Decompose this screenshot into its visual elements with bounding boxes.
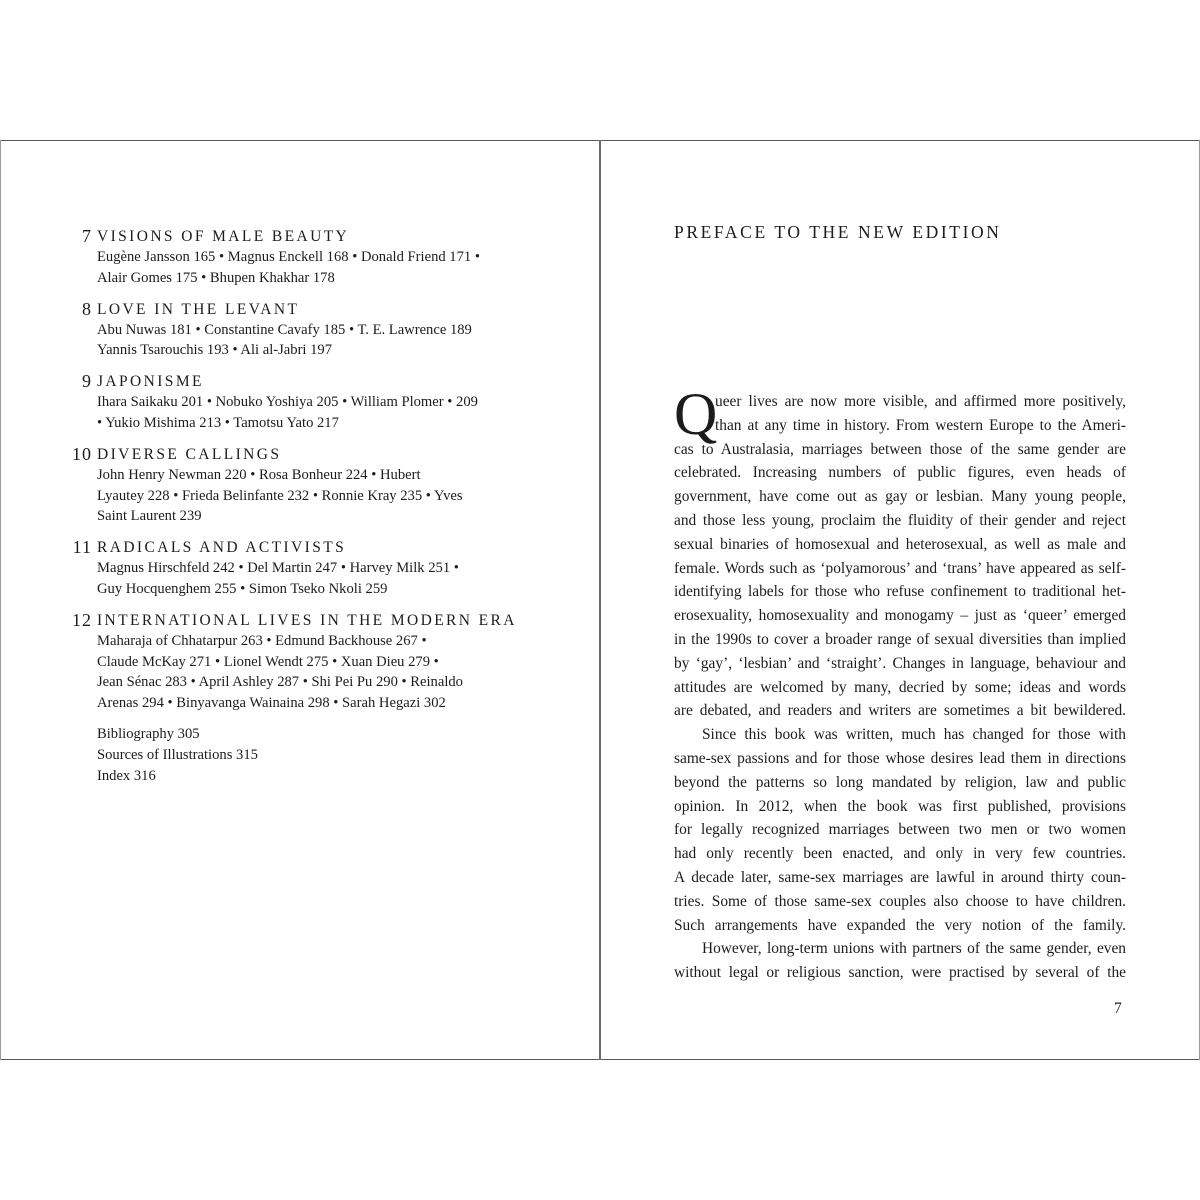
text-line: However, long-term unions with partners of the same gender, even — [702, 940, 1126, 958]
toc-entry — [60, 444, 540, 527]
left-page-edge — [0, 140, 1, 1060]
preface-body — [674, 390, 1126, 985]
text-line: ueer lives are now more visible, and affirmed more positively, — [715, 393, 1126, 410]
text-line: and those less young, proclaim the fluidity of their gender and reject — [674, 511, 1126, 529]
chapter-title: VISIONS OF MALE BEAUTY — [97, 228, 350, 245]
chapter-title: RADICALS AND ACTIVISTS — [97, 539, 347, 557]
book-gutter — [599, 140, 601, 1060]
toc-line: John Henry Newman 220 • Rosa Bonheur 224 • Hubert — [97, 466, 421, 483]
toc-line: Arenas 294 • Binyavanga Wainaina 298 • Sarah Hegazi 302 — [97, 695, 446, 712]
toc-entry — [60, 299, 540, 362]
text-line: cas to Australasia, marriages between those of the same gender are — [674, 440, 1126, 458]
text-line: celebrated. Increasing numbers of public figures, even heads of — [674, 464, 1126, 482]
chapter-title: DIVERSE CALLINGS — [97, 445, 282, 463]
chapter-title: LOVE IN THE LEVANT — [97, 300, 300, 318]
toc-entry — [60, 226, 540, 289]
text-line: Such arrangements have expanded the very notion of the family. — [674, 916, 1126, 934]
page-number: 7 — [1114, 1000, 1122, 1017]
toc-entry — [60, 537, 540, 600]
back-matter-item: Bibliography 305 — [97, 726, 200, 742]
toc-line: Jean Sénac 283 • April Ashley 287 • Shi Pei Pu 290 • Reinaldo — [97, 674, 463, 691]
chapter-number: 12 — [72, 609, 92, 630]
back-matter-item: Index 316 — [97, 767, 156, 784]
toc-line: Ihara Saikaku 201 • Nobuko Yoshiya 205 • William Plomer • 209 — [97, 394, 478, 411]
back-matter-list — [97, 724, 258, 786]
toc-line: Eugène Jansson 165 • Magnus Enckell 168 • Donald Friend 171 • — [97, 249, 480, 265]
text-line: for legally recognized marriages between two men or two women — [674, 821, 1126, 839]
toc-line: Claude McKay 271 • Lionel Wendt 275 • Xuan Dieu 279 • — [97, 653, 439, 670]
text-line: without legal or religious sanction, were practised by several of the — [674, 964, 1126, 982]
text-line: A decade later, same-sex marriages are lawful in around thirty coun- — [674, 868, 1126, 886]
text-line: female. Words such as ‘polyamorous’ and ‘trans’ have appeared as self- — [674, 559, 1126, 577]
text-line: identifying labels for those who refuse confinement to traditional het- — [674, 583, 1126, 601]
chapter-title: JAPONISME — [97, 373, 204, 391]
text-line: are debated, and readers and writers are sometimes a bit bewildered. — [674, 702, 1126, 720]
text-line: opinion. In 2012, when the book was first published, provisions — [674, 797, 1126, 815]
back-matter-item: Sources of Illustrations 315 — [97, 746, 258, 763]
chapter-number: 8 — [82, 298, 92, 319]
toc-line: • Yukio Mishima 213 • Tamotsu Yato 217 — [97, 414, 339, 431]
text-line: beyond the patterns so long mandated by religion, law and public — [674, 773, 1126, 791]
toc-entry — [60, 371, 540, 434]
chapter-number: 9 — [82, 371, 92, 392]
text-line: in the 1990s to cover a broader range of sexual diversities than implied — [674, 630, 1126, 648]
chapter-number: 7 — [82, 226, 92, 246]
chapter-number: 10 — [72, 443, 92, 464]
toc-entry — [60, 610, 540, 714]
text-line: by ‘gay’, ‘lesbian’ and ‘straight’. Changes in language, behaviour and — [674, 654, 1126, 672]
toc-line: Alair Gomes 175 • Bhupen Khakhar 178 — [97, 269, 335, 286]
text-line: tries. Some of those same-sex couples also choose to have children. — [674, 892, 1126, 910]
text-line: erosexuality, homosexuality and monogamy – just as ‘queer’ emerged — [674, 607, 1126, 625]
text-line: government, have come out as gay or lesbian. Many young people, — [674, 488, 1126, 506]
chapter-title: INTERNATIONAL LIVES IN THE MODERN ERA — [97, 611, 517, 629]
text-line: attitudes are welcomed by many, decried by some; ideas and words — [674, 678, 1126, 696]
toc-line: Lyautey 228 • Frieda Belinfante 232 • Ronnie Kray 235 • Yves — [97, 487, 463, 504]
text-line: same-sex passions and for those whose desires lead them in directions — [674, 749, 1126, 767]
table-of-contents — [60, 226, 540, 724]
preface-title: PREFACE TO THE NEW EDITION — [674, 222, 1002, 242]
text-line: than at any time in history. From western Europe to the Ameri- — [715, 416, 1126, 434]
drop-cap: Q — [674, 381, 718, 447]
text-line: Since this book was written, much has changed for those with — [702, 726, 1126, 744]
toc-line: Yannis Tsarouchis 193 • Ali al-Jabri 197 — [97, 342, 333, 359]
toc-line: Guy Hocquenghem 255 • Simon Tseko Nkoli 259 — [97, 580, 388, 597]
toc-line: Magnus Hirschfeld 242 • Del Martin 247 • Harvey Milk 251 • — [97, 560, 459, 577]
chapter-number: 11 — [72, 537, 92, 558]
toc-line: Saint Laurent 239 — [97, 508, 202, 525]
toc-line: Maharaja of Chhatarpur 263 • Edmund Backhouse 267 • — [97, 632, 427, 649]
toc-line: Abu Nuwas 181 • Constantine Cavafy 185 • T. E. Lawrence 189 — [97, 321, 472, 338]
text-line: had only recently been enacted, and only in very few countries. — [674, 845, 1126, 863]
text-line: sexual binaries of homosexual and heterosexual, as well as male and — [674, 535, 1126, 553]
